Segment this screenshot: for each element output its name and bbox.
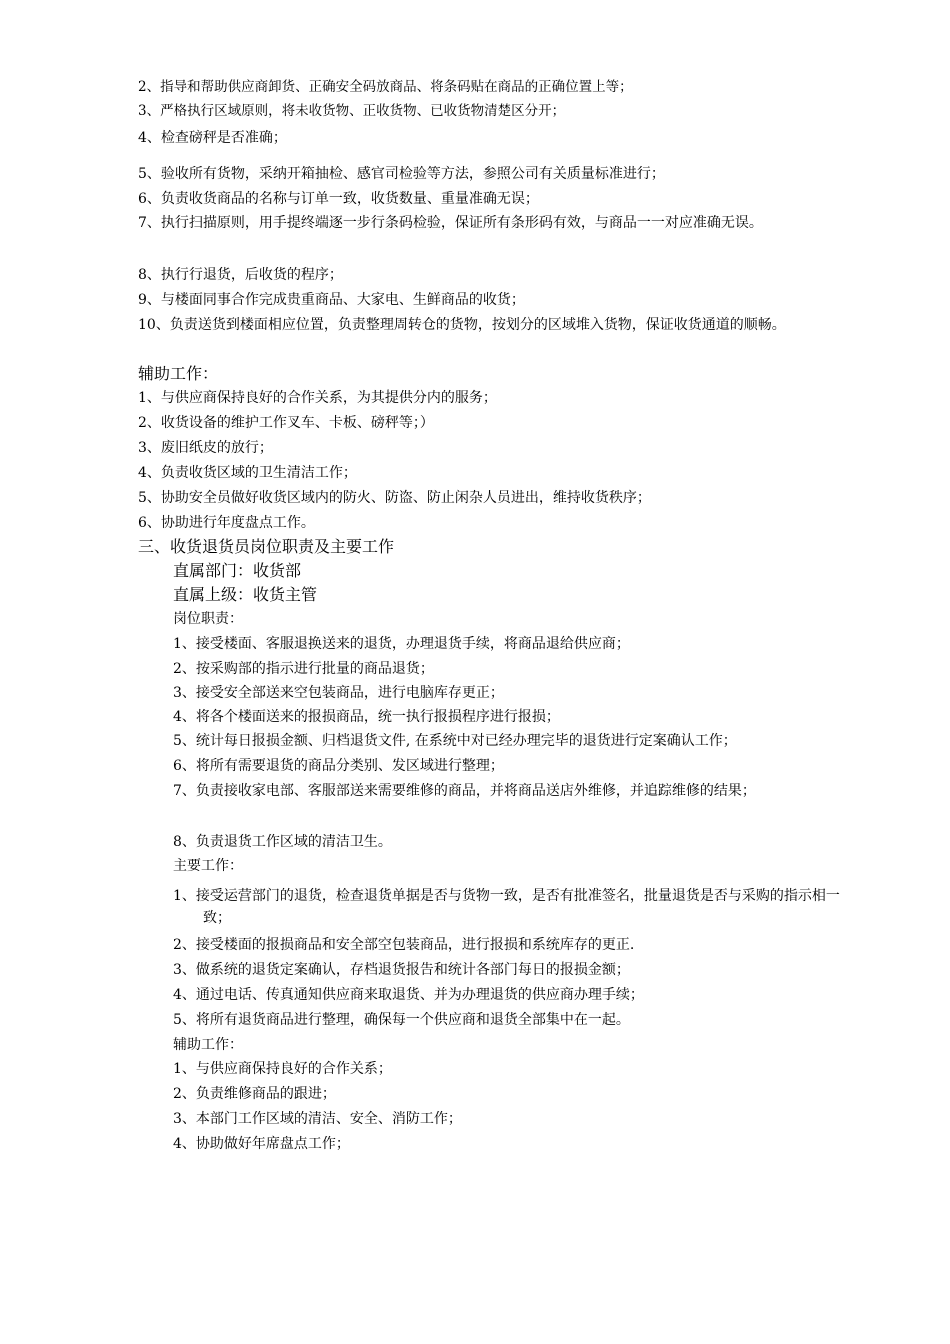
list-item: 4、协助做好年席盘点工作； bbox=[173, 1136, 350, 1152]
list-item: 2、负责维修商品的跟进； bbox=[173, 1086, 336, 1102]
department: 直属部门：收货部 bbox=[173, 561, 302, 580]
list-item: 2、收货设备的维护工作叉车、卡板、磅秤等；） bbox=[138, 415, 434, 431]
list-item: 6、负责收货商品的名称与订单一致，收货数量、重量准确无误； bbox=[138, 191, 539, 207]
list-item: 5、验收所有货物，采纳开箱抽检、感官司检验等方法，参照公司有关质量标准进行； bbox=[138, 166, 665, 182]
list-item: 2、接受楼面的报损商品和安全部空包装商品，进行报损和系统库存的更正. bbox=[173, 937, 635, 953]
list-item: 2、指导和帮助供应商卸货、正确安全码放商品、将条码贴在商品的正确位置上等； bbox=[138, 79, 633, 95]
list-item: 9、与楼面同事合作完成贵重商品、大家电、生鲜商品的收货； bbox=[138, 292, 525, 308]
list-item: 3、本部门工作区域的清洁、安全、消防工作； bbox=[173, 1111, 462, 1127]
list-item: 3、做系统的退货定案确认，存档退货报告和统计各部门每日的报损金额； bbox=[173, 962, 630, 978]
main-heading: 主要工作： bbox=[173, 858, 243, 874]
list-item: 2、按采购部的指示进行批量的商品退货； bbox=[173, 661, 434, 677]
aux-heading: 辅助工作： bbox=[173, 1037, 243, 1053]
list-item: 5、统计每日报损金额、归档退货文件, 在系统中对已经办理完毕的退货进行定案确认工作； bbox=[173, 733, 737, 749]
list-item: 6、协助进行年度盘点工作。 bbox=[138, 515, 315, 531]
list-item: 1、接受运营部门的退货，检查退货单据是否与货物一致，是否有批准签名，批量退货是否与采购的指示相一致； bbox=[173, 888, 840, 926]
list-item: 4、负责收货区域的卫生清洁工作； bbox=[138, 465, 357, 481]
list-item: 4、通过电话、传真通知供应商来取退货、并为办理退货的供应商办理手续； bbox=[173, 987, 644, 1003]
list-item: 1、与供应商保持良好的合作关系，为其提供分内的服务； bbox=[138, 390, 497, 406]
list-item: 3、严格执行区域原则，将未收货物、正收货物、已收货物清楚区分开； bbox=[138, 103, 566, 119]
list-item: 5、协助安全员做好收货区域内的防火、防盗、防止闲杂人员进出，维持收货秩序； bbox=[138, 490, 651, 506]
list-item: 6、将所有需要退货的商品分类别、发区域进行整理； bbox=[173, 758, 504, 774]
section-heading: 辅助工作： bbox=[138, 364, 219, 383]
duties-heading: 岗位职责： bbox=[173, 611, 243, 627]
list-item: 4、将各个楼面送来的报损商品，统一执行报损程序进行报损； bbox=[173, 709, 560, 725]
list-item: 1、与供应商保持良好的合作关系； bbox=[173, 1061, 392, 1077]
supervisor: 直属上级：收货主管 bbox=[173, 585, 318, 604]
list-item: 7、执行扫描原则，用手提终端逐一步行条码检验，保证所有条形码有效，与商品一一对应准确无误。 bbox=[138, 215, 763, 231]
list-item: 3、废旧纸皮的放行； bbox=[138, 440, 273, 456]
list-item: 5、将所有退货商品进行整理，确保每一个供应商和退货全部集中在一起。 bbox=[173, 1012, 630, 1028]
list-item: 8、执行行退货，后收货的程序； bbox=[138, 267, 343, 283]
list-item: 10、负责送货到楼面相应位置，负责整理周转仓的货物，按划分的区域堆入货物，保证收货通道的顺畅。 bbox=[138, 317, 786, 333]
list-item: 1、接受楼面、客服退换送来的退货，办理退货手续，将商品退给供应商； bbox=[173, 636, 630, 652]
list-item: 8、负责退货工作区域的清洁卫生。 bbox=[173, 834, 392, 850]
list-item: 3、接受安全部送来空包装商品，进行电脑库存更正； bbox=[173, 685, 504, 701]
section-title: 三、收货退货员岗位职责及主要工作 bbox=[138, 537, 395, 556]
list-item: 4、检查磅秤是否准确； bbox=[138, 130, 287, 146]
list-item: 7、负责接收家电部、客服部送来需要维修的商品，并将商品送店外维修，并追踪维修的结果； bbox=[173, 783, 756, 799]
